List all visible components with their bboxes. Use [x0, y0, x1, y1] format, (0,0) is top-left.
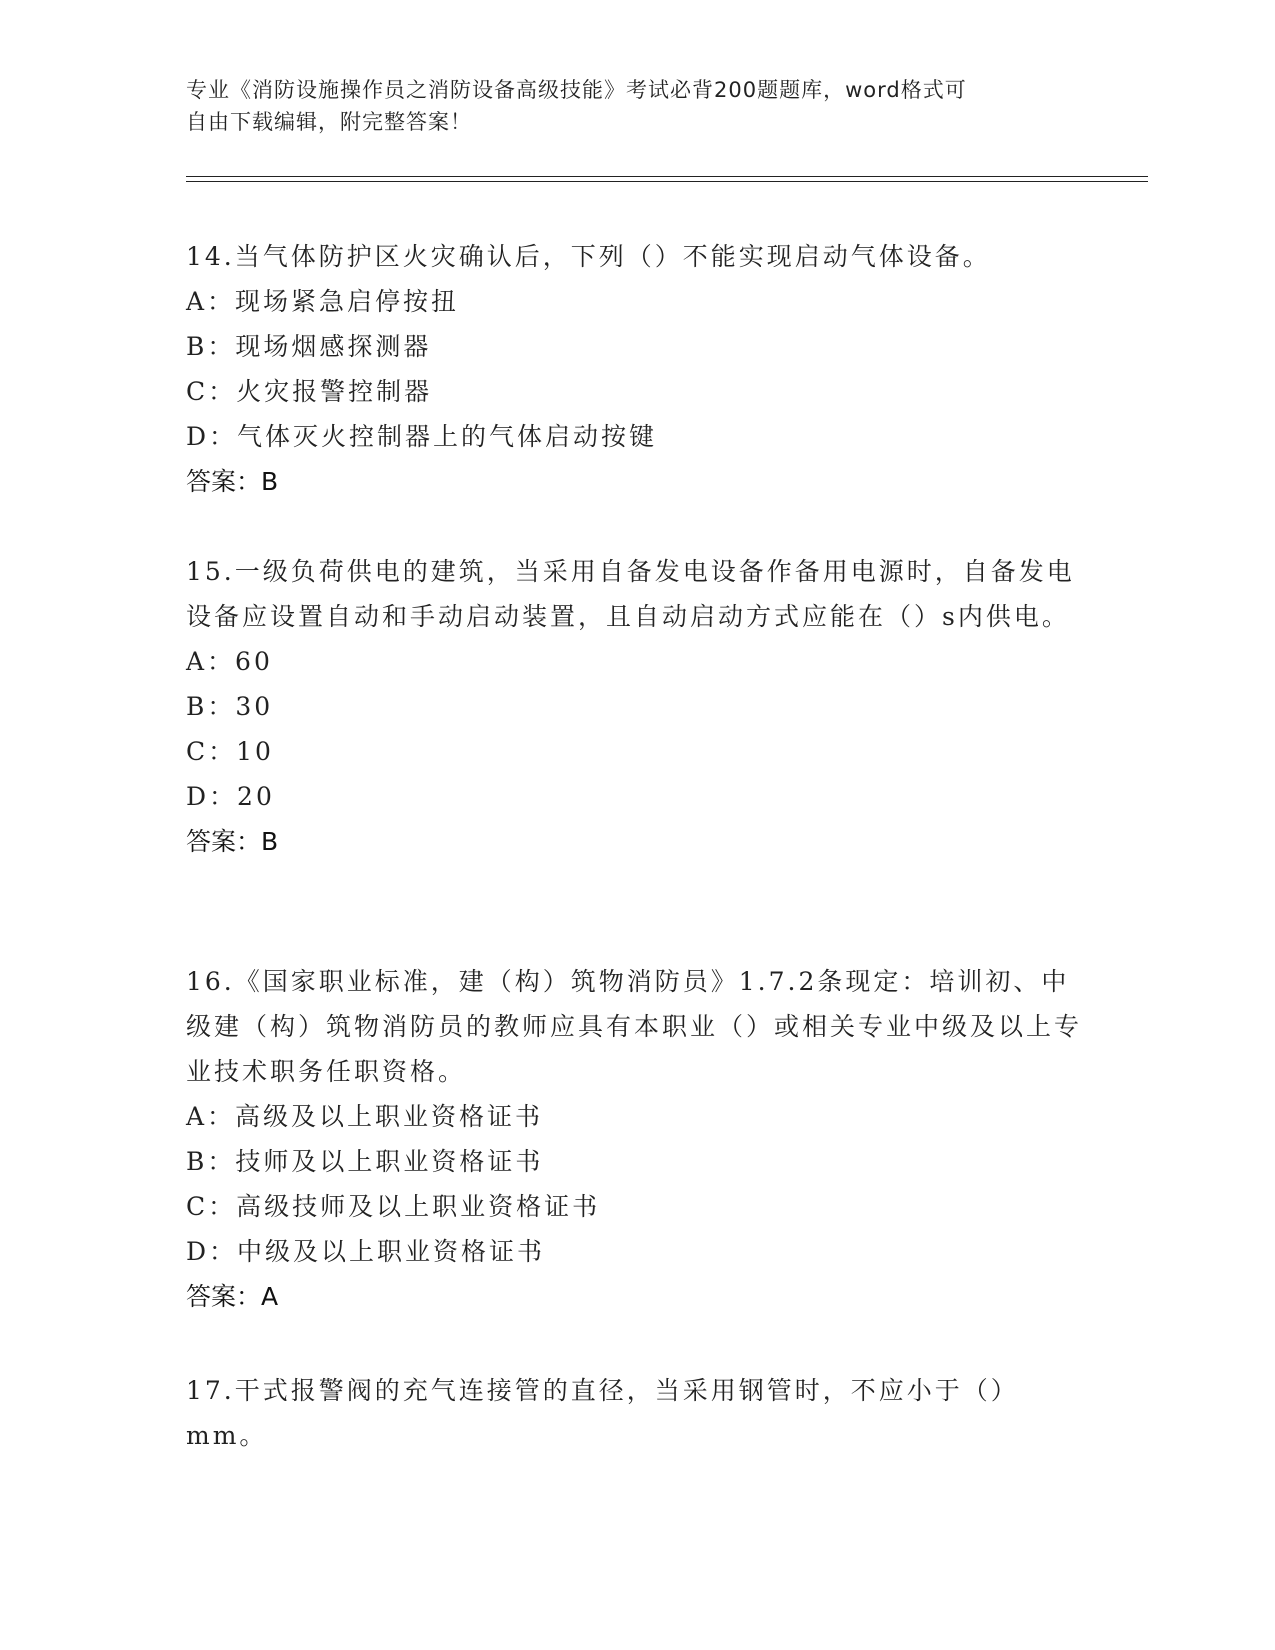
option-a: A：60: [186, 647, 273, 676]
header-divider-bottom: [186, 181, 1148, 182]
option-c: C：10: [186, 737, 274, 766]
answer: 答案：B: [186, 827, 279, 856]
option-d: D：中级及以上职业资格证书: [186, 1237, 546, 1266]
header-line-2: 自由下载编辑，附完整答案！: [186, 110, 472, 134]
question-text: 17.干式报警阀的充气连接管的直径，当采用钢管时，不应小于（）mm。: [186, 1376, 1019, 1450]
header-line-1: 专业《消防设施操作员之消防设备高级技能》考试必背200题题库，word格式可: [186, 78, 967, 102]
option-d: D：20: [186, 782, 275, 811]
answer: 答案：B: [186, 467, 279, 496]
option-b: B：技师及以上职业资格证书: [186, 1147, 544, 1176]
answer: 答案：A: [186, 1282, 279, 1311]
option-d: D：气体灭火控制器上的气体启动按键: [186, 422, 658, 451]
option-b: B：30: [186, 692, 274, 721]
option-b: B：现场烟感探测器: [186, 332, 432, 361]
document-header: [186, 74, 1086, 138]
option-a: A：现场紧急启停按扭: [186, 287, 460, 316]
option-c: C：火灾报警控制器: [186, 377, 433, 406]
header-divider-top: [186, 176, 1148, 177]
question-15: [186, 549, 1086, 864]
question-17: [186, 1368, 1086, 1458]
option-c: C：高级技师及以上职业资格证书: [186, 1192, 601, 1221]
question-text: 16.《国家职业标准，建（构）筑物消防员》1.7.2条现定：培训初、中级建（构）筑物消防员的教师应具有本职业（）或相关专业中级及以上专业技术职务任职资格。: [186, 967, 1083, 1086]
question-text: 14.当气体防护区火灾确认后，下列（）不能实现启动气体设备。: [186, 242, 991, 271]
question-16: [186, 959, 1086, 1319]
question-14: [186, 234, 1086, 504]
question-text: 15.一级负荷供电的建筑，当采用自备发电设备作备用电源时，自备发电设备应设置自动和手动启动装置，且自动启动方式应能在（）s内供电。: [186, 557, 1075, 631]
option-a: A：高级及以上职业资格证书: [186, 1102, 544, 1131]
